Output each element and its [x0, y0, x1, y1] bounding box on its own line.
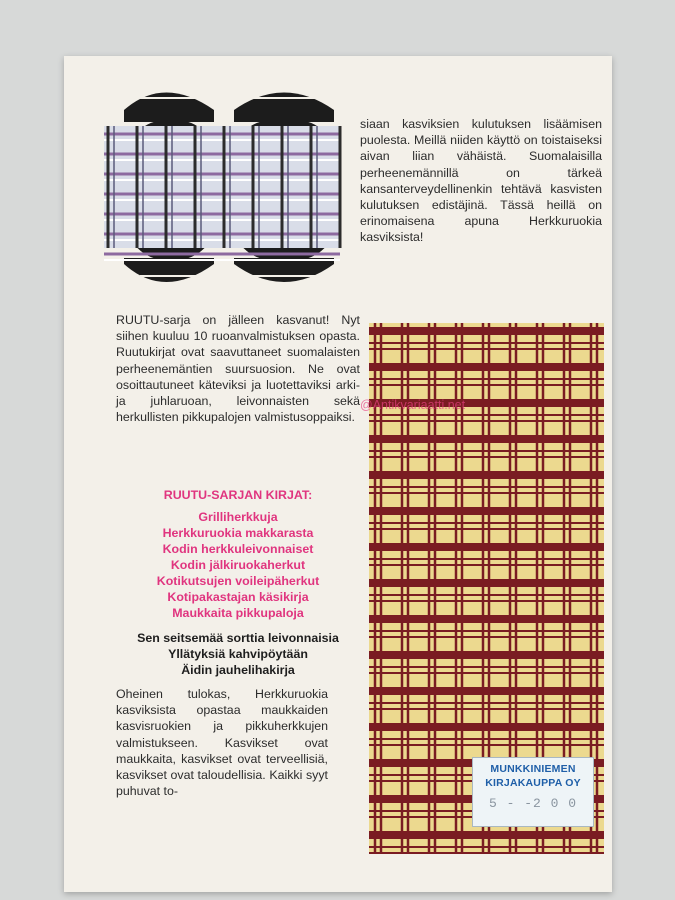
series-book: Kotipakastajan käsikirja	[167, 590, 309, 604]
price-code: 5 - -2 0 0	[488, 796, 577, 811]
watermark: @Antikvariaatti.net	[360, 398, 466, 412]
other-book: Sen seitsemää sorttia leivonnaisia	[137, 631, 339, 645]
series-book-list	[116, 509, 360, 621]
series-heading: RUUTU-SARJAN KIRJAT:	[163, 488, 313, 502]
other-book-list	[116, 630, 360, 678]
series-book: Maukkaita pikkupaloja	[172, 606, 304, 620]
intro-paragraph: RUUTU-sarja on jälleen kasvanut! Nyt siihen kuuluu 10 ruoanvalmistuksen opasta. Ruutukirjat ovat saavuttaneet suomalaisten perheenemäntien suursuosion. Ne ovat osoittautuneet käteviksi ja luotettaviksi arki- ja juhlaruoan, leivonnaisten sekä herkullisten pikkupalojen valmistusoppaiksi.	[116, 313, 360, 425]
series-book: Kodin herkkuleivonnaiset	[162, 542, 314, 556]
series-book: Kotikutsujen voileipäherkut	[156, 574, 320, 588]
series-book: Kodin jälkiruokaherkut	[170, 558, 306, 572]
series-book: Herkkuruokia makkarasta	[162, 526, 314, 540]
series-book: Grilliherkkuja	[198, 510, 278, 524]
bookstore-name-line1: MUNKKINIEMEN	[490, 763, 576, 775]
plaid-rollers-illustration	[104, 80, 344, 290]
other-book: Äidin jauhelihakirja	[181, 663, 295, 677]
right-column-paragraph: siaan kasviksien kulutuksen lisäämisen puolesta. Meillä niiden käyttö on toistaiseksi aivan liian vähäistä. Suomalaisilla perheenemännillä on tärkeä kansanterveydellinenkin tehtävä kasvisten kulutuksen edistäjinä. Tässä heillä on erinomaisena apuna Herkkuruokia kasviksista!	[360, 117, 602, 245]
closing-paragraph: Oheinen tulokas, Herkkuruokia kasviksista opastaa maukkaiden kasvisruokien ja pikkuherkkujen valmistukseen. Kasvikset ovat maukkaita, kasvikset ovat terveellisiä, kasvikset ovat taloudellisia. Kaikki syyt puhuvat to-	[116, 687, 328, 799]
bookstore-price-sticker	[472, 757, 594, 827]
other-book: Yllätyksiä kahvipöytään	[168, 647, 308, 661]
bookstore-name-line2: KIRJAKAUPPA OY	[485, 777, 581, 789]
